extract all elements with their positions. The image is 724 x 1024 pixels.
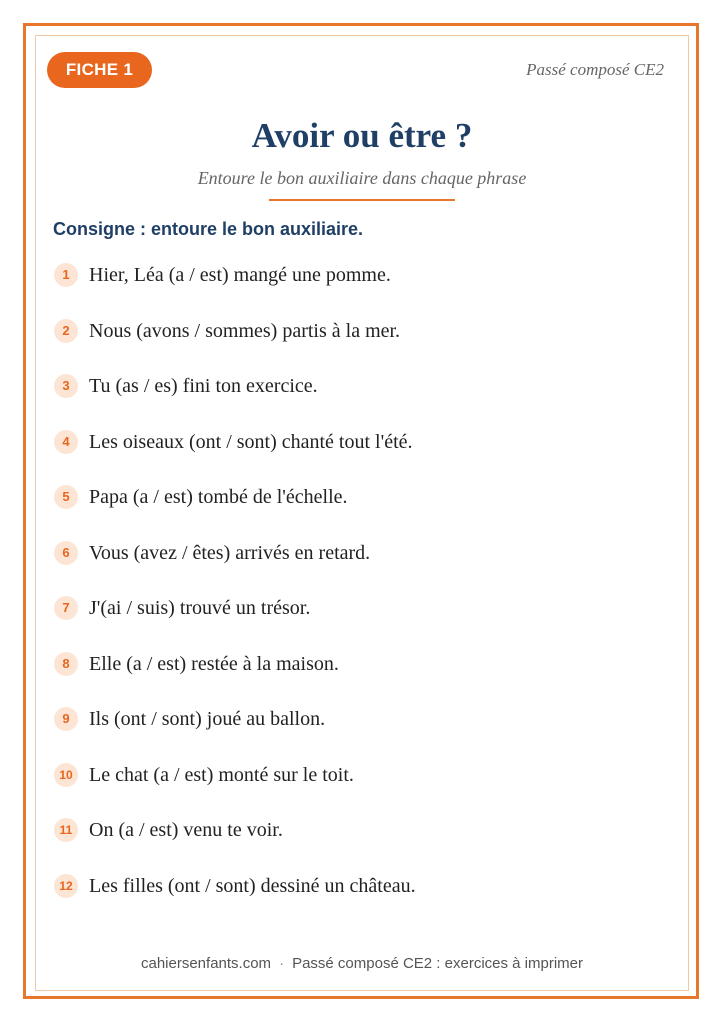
footer-description: Passé composé CE2 : exercices à imprimer <box>292 955 583 972</box>
item-number: 8 <box>54 652 78 676</box>
item-sentence: Tu (as / es) fini ton exercice. <box>89 375 318 397</box>
item-sentence: Nous (avons / sommes) partis à la mer. <box>89 320 401 342</box>
instruction-text: Consigne : entoure le bon auxiliaire. <box>53 219 364 239</box>
page-title: Avoir ou être ? <box>251 116 473 155</box>
item-sentence: Les filles (ont / sont) dessiné un château. <box>89 875 416 897</box>
worksheet-badge: FICHE 1 <box>47 52 152 88</box>
item-sentence: Papa (a / est) tombé de l'échelle. <box>89 486 348 508</box>
exercise-item <box>54 484 674 514</box>
item-number: 11 <box>54 818 78 842</box>
item-sentence: Hier, Léa (a / est) mangé une pomme. <box>89 264 391 286</box>
item-number: 10 <box>54 763 78 787</box>
exercise-item <box>54 262 674 292</box>
footer-site: cahiersenfants.com <box>140 955 272 972</box>
item-number: 5 <box>54 485 78 509</box>
exercise-item <box>54 429 674 459</box>
exercise-item <box>54 873 674 903</box>
item-sentence: Le chat (a / est) monté sur le toit. <box>89 764 354 786</box>
item-number: 3 <box>54 374 78 398</box>
item-number: 7 <box>54 596 78 620</box>
item-number: 9 <box>54 707 78 731</box>
item-sentence: Elle (a / est) restée à la maison. <box>89 653 339 675</box>
exercise-item <box>54 762 674 792</box>
page-subtitle: Entoure le bon auxiliaire dans chaque phrase <box>197 168 527 188</box>
footer-separator: · <box>279 955 285 972</box>
page-footer <box>0 955 724 972</box>
item-sentence: On (a / est) venu te voir. <box>89 819 283 841</box>
header-topic: Passé composé CE2 <box>526 60 664 79</box>
item-number: 2 <box>54 319 78 343</box>
exercise-item <box>54 651 674 681</box>
exercise-item <box>54 318 674 348</box>
exercise-item <box>54 373 674 403</box>
item-sentence: Vous (avez / êtes) arrivés en retard. <box>89 542 371 564</box>
item-sentence: Les oiseaux (ont / sont) chanté tout l'été. <box>89 431 413 453</box>
exercise-item <box>54 817 674 847</box>
item-number: 6 <box>54 541 78 565</box>
exercise-item <box>54 540 674 570</box>
exercise-item <box>54 706 674 736</box>
item-number: 12 <box>54 874 78 898</box>
item-sentence: J'(ai / suis) trouvé un trésor. <box>89 597 311 619</box>
item-sentence: Ils (ont / sont) joué au ballon. <box>89 708 326 730</box>
exercise-item <box>54 595 674 625</box>
item-number: 4 <box>54 430 78 454</box>
item-number: 1 <box>54 263 78 287</box>
